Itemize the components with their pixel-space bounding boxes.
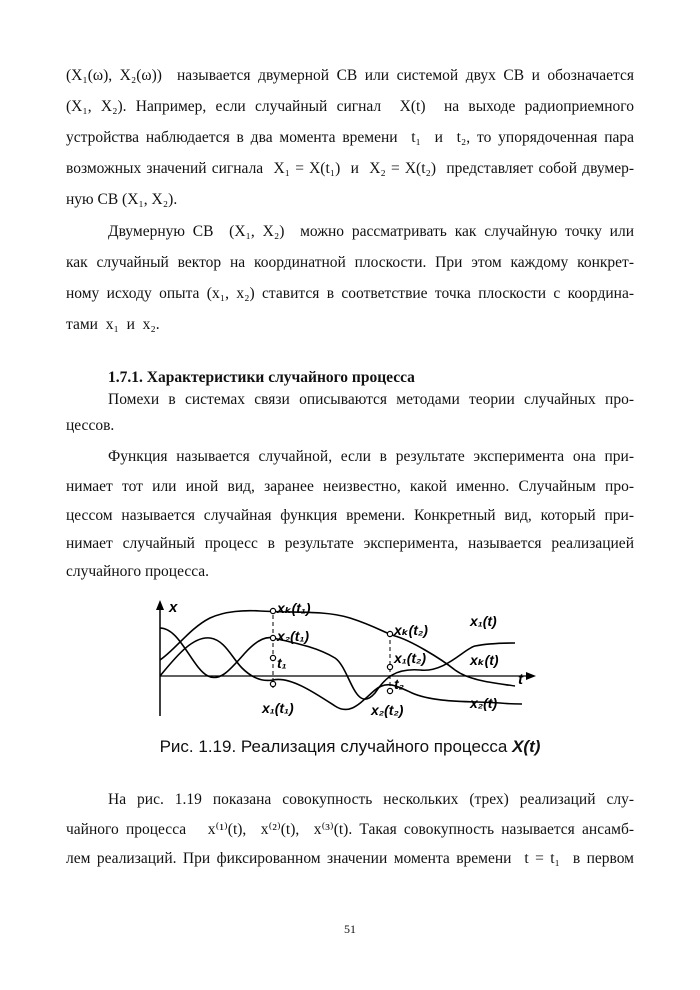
text-line-7: как случайный вектор на координатной плоскости. При этом каждому конкрет- bbox=[66, 254, 634, 271]
t-axis-arrow bbox=[526, 672, 536, 680]
text-line-3: устройства наблюдается в два момента времени t₁ и t₂, то упорядоченная пара bbox=[66, 129, 634, 146]
text-line-16: случайного процесса. bbox=[66, 563, 210, 580]
label-t2: t₂ bbox=[394, 676, 405, 692]
label-xk-t1: xₖ(t₁) bbox=[277, 600, 311, 616]
text-line-1: (X₁(ω), X₂(ω)) называется двумерной СВ или системой двух СВ и обозначается bbox=[66, 67, 634, 84]
point-x1-t1 bbox=[270, 681, 275, 686]
text-line-9: тами x₁ и x₂. bbox=[66, 316, 160, 333]
point-x1-t2 bbox=[387, 664, 392, 669]
text-line-17: На рис. 1.19 показана совокупность нескольких (трех) реализаций слу- bbox=[108, 791, 634, 808]
point-xk-t2 bbox=[387, 631, 392, 636]
t-axis-label: t bbox=[518, 671, 523, 688]
text-line-4: возможных значений сигнала X₁ = X(t₁) и X₂ = X(t₂) представляет собой двумер- bbox=[66, 160, 634, 177]
text-line-14: цессом называется случайная функция времени. Конкретный вид, который при- bbox=[66, 507, 634, 524]
text-line-12: Функция называется случайной, если в результате эксперимента она при- bbox=[108, 448, 634, 465]
x-axis-arrow bbox=[156, 600, 164, 610]
text-line-2: (X₁, X₂). Например, если случайный сигнал X(t) на выходе радиоприемного bbox=[66, 98, 634, 115]
label-x1-t2: x₁(t₂) bbox=[394, 650, 427, 666]
page-number: 51 bbox=[344, 922, 356, 936]
label-xk-t: xₖ(t) bbox=[470, 652, 499, 668]
figure-caption bbox=[0, 737, 700, 757]
text-line-13: нимает тот или иной вид, заранее неизвестно, какой именно. Случайным про- bbox=[66, 478, 634, 495]
text-line-10: Помехи в системах связи описываются методами теории случайных про- bbox=[108, 391, 634, 408]
label-x1-t1: x₁(t₁) bbox=[262, 700, 294, 716]
label-x2-t1: x₂(t₁) bbox=[277, 628, 310, 644]
point-x2-t2 bbox=[387, 688, 392, 693]
random-process-figure bbox=[150, 598, 540, 728]
section-heading: 1.7.1. Характеристики случайного процесса bbox=[108, 369, 415, 386]
text-line-18: чайного процесса x⁽¹⁾(t), x⁽²⁾(t), x⁽³⁾(t). Такая совокупность называется ансамб- bbox=[66, 821, 634, 838]
label-x2-t2: x₂(t₂) bbox=[371, 702, 404, 718]
label-t1: t₁ bbox=[277, 655, 287, 671]
text-line-19: лем реализаций. При фиксированном значении момента времени t = t₁ в первом bbox=[66, 850, 634, 867]
x-axis-label: x bbox=[169, 599, 178, 616]
text-line-8: ному исходу опыта (x₁, x₂) ставится в соответствие точка плоскости с координа- bbox=[66, 285, 634, 302]
label-xk-t2: xₖ(t₂) bbox=[394, 622, 428, 638]
point-x2-t1 bbox=[270, 635, 275, 640]
caption-variable: X(t) bbox=[512, 737, 541, 756]
point-xk-t1 bbox=[270, 608, 275, 613]
label-x1-t: x₁(t) bbox=[470, 613, 497, 629]
text-line-5: ную СВ (X₁, X₂). bbox=[66, 191, 178, 208]
realization-x2 bbox=[160, 638, 522, 710]
text-line-11: цессов. bbox=[66, 417, 115, 434]
text-line-6: Двумерную СВ (X₁, X₂) можно рассматривать как случайную точку или bbox=[108, 223, 634, 240]
caption-text: Рис. 1.19. Реализация случайного процесса bbox=[159, 737, 513, 756]
label-x2-t: x₂(t) bbox=[470, 695, 498, 711]
text-line-15: нимает случайный процесс в результате эксперимента, называется реализацией bbox=[66, 535, 634, 552]
point-t1 bbox=[270, 655, 275, 660]
realization-xk bbox=[160, 611, 515, 686]
